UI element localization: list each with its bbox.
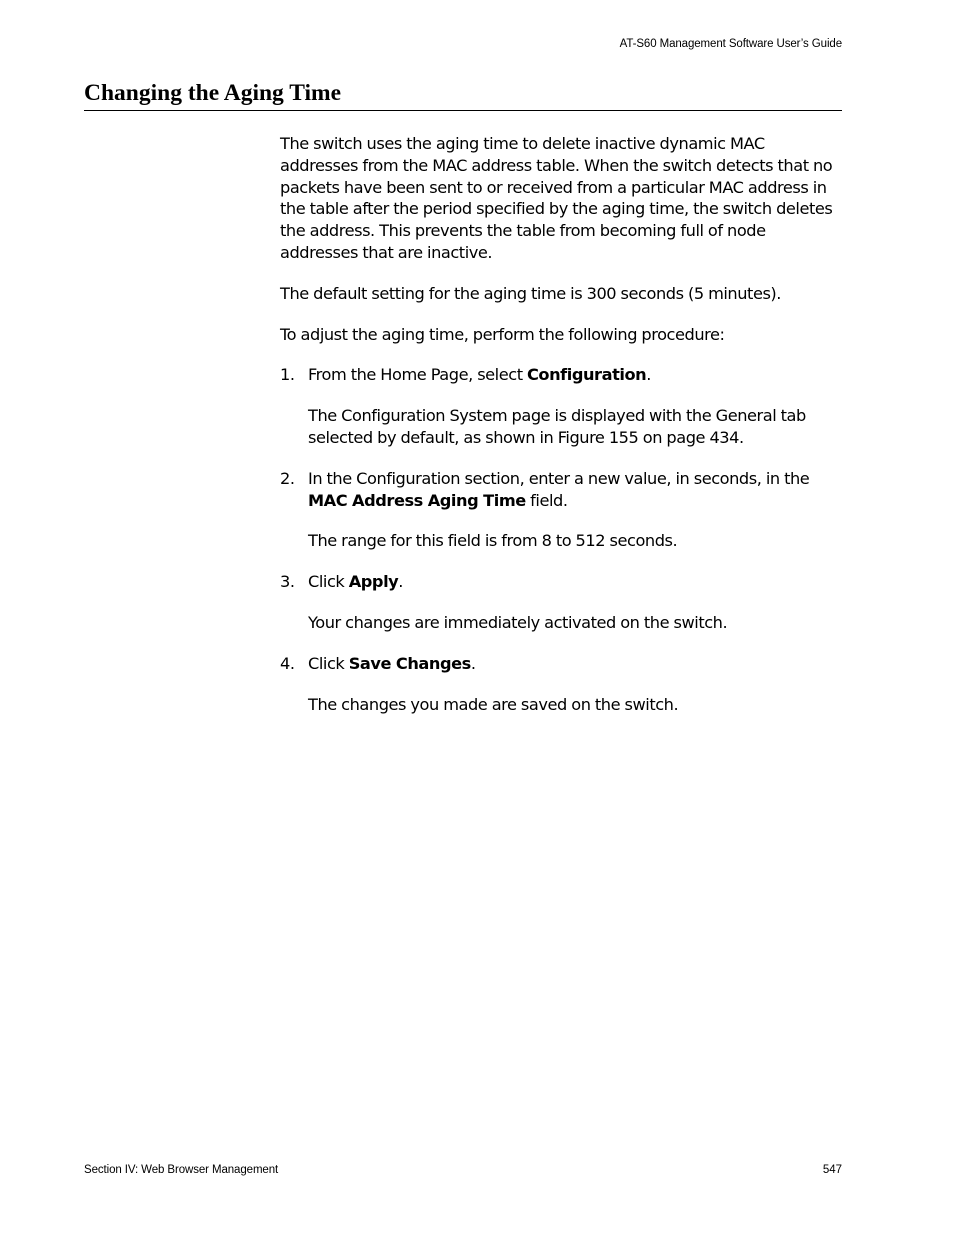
procedure-step-1: [280, 364, 844, 448]
ui-term-save-changes: Save Changes: [348, 653, 471, 673]
step-instruction: [308, 468, 844, 512]
footer-page-number: 547: [822, 1164, 842, 1176]
step-number: 2.: [280, 468, 295, 488]
procedure-step-4: [280, 653, 844, 716]
procedure-step-3: [280, 571, 844, 634]
default-setting-paragraph: The default setting for the aging time is 300 seconds (5 minutes).: [280, 283, 781, 303]
footer-section-label: Section IV: Web Browser Management: [84, 1164, 279, 1176]
title-divider: [84, 110, 842, 111]
step-instruction: [308, 364, 844, 386]
step-number: 1.: [280, 365, 295, 385]
step-instruction: [308, 653, 844, 675]
step-text-prefix: Click: [308, 572, 349, 592]
step-text-suffix: .: [470, 653, 476, 673]
section-title: Changing the Aging Time: [84, 80, 342, 106]
step-instruction: [308, 571, 844, 593]
step-text-suffix: field.: [525, 490, 568, 510]
step-text-suffix: .: [646, 365, 651, 385]
procedure-step-2: [280, 468, 844, 552]
step-text-prefix: In the Configuration section, enter a new value, in seconds, in the: [308, 468, 810, 488]
running-header: AT-S60 Management Software User’s Guide: [619, 38, 842, 50]
step-result: The range for this field is from 8 to 512 seconds.: [308, 531, 678, 551]
step-text-suffix: .: [398, 572, 403, 592]
step-result: Your changes are immediately activated on the switch.: [308, 612, 728, 632]
step-text-prefix: From the Home Page, select: [308, 365, 527, 385]
step-result: The Configuration System page is displayed with the General tab selected by default, as shown in Figure 155 on page 434.: [308, 406, 806, 447]
step-number: 3.: [280, 572, 295, 592]
step-result: The changes you made are saved on the switch.: [308, 694, 679, 714]
ui-term-mac-address-aging-time: MAC Address Aging Time: [308, 490, 526, 510]
step-text-prefix: Click: [308, 653, 349, 673]
procedure-intro-paragraph: To adjust the aging time, perform the following procedure:: [280, 324, 725, 344]
ui-term-configuration: Configuration: [526, 365, 647, 385]
intro-paragraph: The switch uses the aging time to delete inactive dynamic MAC addresses from the MAC address table. When the switch detects that no packets have been sent to or received from a particular MAC address in the table after the period specified by the aging time, the switch deletes the address. This prevents the table from becoming full of node addresses that are inactive.: [280, 134, 833, 262]
body-content: [280, 133, 844, 734]
step-number: 4.: [280, 653, 295, 673]
procedure-steps: [280, 364, 844, 715]
ui-term-apply: Apply: [348, 572, 399, 592]
